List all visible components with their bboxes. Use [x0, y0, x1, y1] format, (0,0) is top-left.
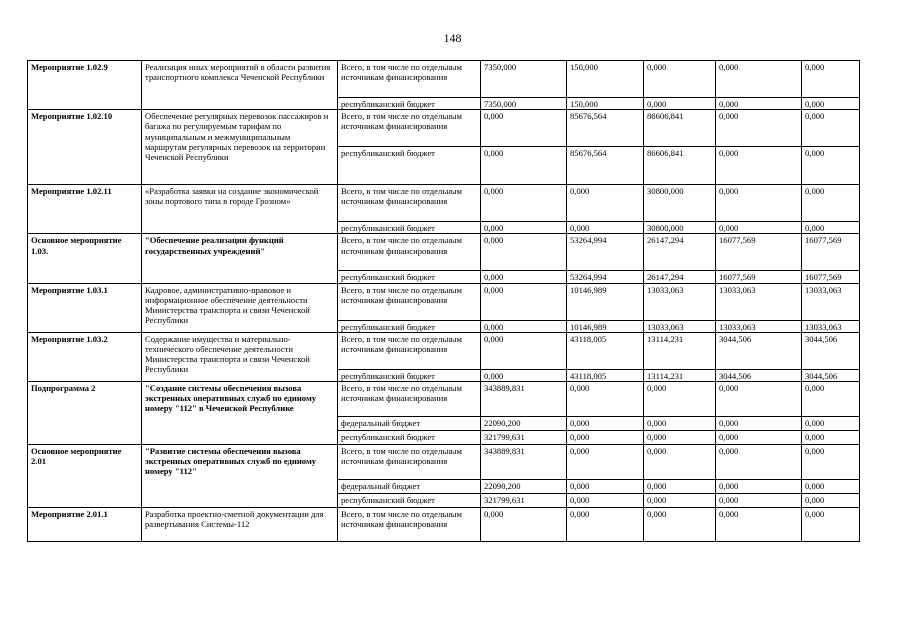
- amount-cell: 3044,506: [716, 369, 802, 381]
- funding-source: республиканский бюджет: [338, 320, 481, 332]
- amount-cell: 150,000: [567, 98, 644, 110]
- table-row: [28, 234, 860, 271]
- row-name: "Создание системы обеспечения вызова экстренных оперативных служб по единому номеру "112" в Чеченской Республике: [142, 382, 338, 445]
- amount-cell: 321799,631: [481, 494, 567, 508]
- amount-cell: 85676,564: [567, 110, 644, 147]
- funding-source: Всего, в том числе по отдельным источникам финансирования: [338, 445, 481, 480]
- amount-cell: 0,000: [802, 61, 860, 98]
- funding-source: федеральный бюджет: [338, 480, 481, 494]
- row-name: Обеспечение регулярных перевозок пассажиров и багажа по регулируемым тарифам по муниципальным и межмуниципальным маршрутам регулярных перевозок на территории Чеченской Республики: [142, 110, 338, 185]
- funding-source: республиканский бюджет: [338, 494, 481, 508]
- amount-cell: 13114,231: [644, 332, 716, 369]
- amount-cell: 0,000: [644, 494, 716, 508]
- amount-cell: 0,000: [644, 382, 716, 417]
- amount-cell: 13114,231: [644, 369, 716, 381]
- table-row: [28, 110, 860, 147]
- budget-table: [27, 60, 860, 542]
- amount-cell: 0,000: [481, 185, 567, 222]
- table-row: [28, 445, 860, 480]
- amount-cell: 13033,063: [644, 320, 716, 332]
- amount-cell: 0,000: [716, 110, 802, 147]
- row-code: Мероприятие 1.02.11: [28, 185, 142, 234]
- amount-cell: 10146,989: [567, 320, 644, 332]
- row-code: Мероприятие 1.02.9: [28, 61, 142, 110]
- row-code: Основное мероприятие 2.01: [28, 445, 142, 508]
- funding-source: Всего, в том числе по отдельным источникам финансирования: [338, 382, 481, 417]
- amount-cell: 10146,989: [567, 283, 644, 320]
- funding-source: Всего, в том числе по отдельным источникам финансирования: [338, 110, 481, 147]
- amount-cell: 0,000: [567, 508, 644, 542]
- row-name: Содержание имущества и материально-технического обеспечение деятельности Министерства транспорта и связи Чеченской Республики: [142, 332, 338, 381]
- amount-cell: 0,000: [644, 508, 716, 542]
- amount-cell: 0,000: [716, 222, 802, 234]
- table-row: [28, 283, 860, 320]
- row-code: Мероприятие 2.01.1: [28, 508, 142, 542]
- amount-cell: 13033,063: [802, 320, 860, 332]
- amount-cell: 3044,506: [802, 369, 860, 381]
- amount-cell: 0,000: [716, 185, 802, 222]
- amount-cell: 0,000: [716, 61, 802, 98]
- amount-cell: 7350,000: [481, 98, 567, 110]
- amount-cell: 0,000: [802, 431, 860, 445]
- table-row: [28, 382, 860, 417]
- row-code: Основное мероприятие 1.03.: [28, 234, 142, 283]
- amount-cell: 0,000: [716, 147, 802, 185]
- amount-cell: 13033,063: [644, 283, 716, 320]
- amount-cell: 0,000: [716, 508, 802, 542]
- amount-cell: 0,000: [802, 417, 860, 431]
- amount-cell: 26147,294: [644, 234, 716, 271]
- table-row: [28, 185, 860, 222]
- amount-cell: 0,000: [802, 110, 860, 147]
- amount-cell: 0,000: [802, 222, 860, 234]
- amount-cell: 30800,000: [644, 185, 716, 222]
- budget-table-body: [28, 61, 860, 542]
- amount-cell: 0,000: [481, 332, 567, 369]
- amount-cell: 0,000: [567, 417, 644, 431]
- amount-cell: 13033,063: [716, 283, 802, 320]
- row-code: Мероприятие 1.02.10: [28, 110, 142, 185]
- amount-cell: 43118,005: [567, 369, 644, 381]
- amount-cell: 16077,569: [802, 234, 860, 271]
- funding-source: Всего, в том числе по отдельным источникам финансирования: [338, 508, 481, 542]
- row-name: Кадровое, административно-правовое и информационное обеспечение деятельности Министерства транспорта и связи Чеченской Республики: [142, 283, 338, 332]
- amount-cell: 0,000: [716, 480, 802, 494]
- funding-source: федеральный бюджет: [338, 417, 481, 431]
- amount-cell: 0,000: [802, 382, 860, 417]
- amount-cell: 86606,841: [644, 147, 716, 185]
- amount-cell: 0,000: [567, 445, 644, 480]
- amount-cell: 53264,994: [567, 271, 644, 283]
- amount-cell: 0,000: [567, 222, 644, 234]
- amount-cell: 0,000: [644, 431, 716, 445]
- amount-cell: 43118,005: [567, 332, 644, 369]
- amount-cell: 0,000: [802, 98, 860, 110]
- funding-source: республиканский бюджет: [338, 369, 481, 381]
- amount-cell: 0,000: [481, 110, 567, 147]
- amount-cell: 0,000: [567, 382, 644, 417]
- table-row: [28, 332, 860, 369]
- amount-cell: 150,000: [567, 61, 644, 98]
- amount-cell: 0,000: [481, 222, 567, 234]
- funding-source: Всего, в том числе по отдельным источникам финансирования: [338, 332, 481, 369]
- row-code: Мероприятие 1.03.2: [28, 332, 142, 381]
- amount-cell: 13033,063: [716, 320, 802, 332]
- amount-cell: 30800,000: [644, 222, 716, 234]
- amount-cell: 0,000: [481, 320, 567, 332]
- page-number: 148: [443, 31, 462, 45]
- amount-cell: 0,000: [716, 382, 802, 417]
- amount-cell: 0,000: [567, 480, 644, 494]
- table-row: [28, 61, 860, 98]
- row-code: Мероприятие 1.03.1: [28, 283, 142, 332]
- amount-cell: 0,000: [802, 494, 860, 508]
- amount-cell: 0,000: [567, 494, 644, 508]
- funding-source: республиканский бюджет: [338, 222, 481, 234]
- amount-cell: 3044,506: [716, 332, 802, 369]
- table-row: [28, 508, 860, 542]
- amount-cell: 321799,631: [481, 431, 567, 445]
- row-name: "Развитие системы обеспечения вызова экстренных оперативных служб по единому номеру "112": [142, 445, 338, 508]
- amount-cell: 0,000: [716, 98, 802, 110]
- amount-cell: 0,000: [567, 431, 644, 445]
- amount-cell: 0,000: [716, 445, 802, 480]
- row-name: Реализация иных мероприятий в области развития транспортного комплекса Чеченской Республики: [142, 61, 338, 110]
- amount-cell: 86606,841: [644, 110, 716, 147]
- funding-source: Всего, в том числе по отдельным источникам финансирования: [338, 185, 481, 222]
- amount-cell: 0,000: [481, 283, 567, 320]
- amount-cell: 22090,200: [481, 417, 567, 431]
- amount-cell: 0,000: [802, 508, 860, 542]
- amount-cell: 0,000: [716, 431, 802, 445]
- amount-cell: 7350,000: [481, 61, 567, 98]
- row-name: "Обеспечение реализации функций государственных учреждений": [142, 234, 338, 283]
- funding-source: Всего, в том числе по отдельным источникам финансирования: [338, 234, 481, 271]
- amount-cell: 0,000: [481, 369, 567, 381]
- amount-cell: 0,000: [481, 234, 567, 271]
- funding-source: республиканский бюджет: [338, 98, 481, 110]
- amount-cell: 343889,831: [481, 445, 567, 480]
- amount-cell: 13033,063: [802, 283, 860, 320]
- amount-cell: 53264,994: [567, 234, 644, 271]
- amount-cell: 85676,564: [567, 147, 644, 185]
- amount-cell: 0,000: [644, 480, 716, 494]
- amount-cell: 0,000: [716, 494, 802, 508]
- amount-cell: 22090,200: [481, 480, 567, 494]
- amount-cell: 0,000: [481, 271, 567, 283]
- amount-cell: 0,000: [802, 147, 860, 185]
- funding-source: Всего, в том числе по отдельным источникам финансирования: [338, 61, 481, 98]
- funding-source: республиканский бюджет: [338, 271, 481, 283]
- funding-source: Всего, в том числе по отдельным источникам финансирования: [338, 283, 481, 320]
- row-name: Разработка проектно-сметной документации для развертывания Системы-112: [142, 508, 338, 542]
- amount-cell: 343889,831: [481, 382, 567, 417]
- amount-cell: 16077,569: [716, 234, 802, 271]
- amount-cell: 16077,569: [716, 271, 802, 283]
- amount-cell: 0,000: [644, 61, 716, 98]
- funding-source: республиканский бюджет: [338, 147, 481, 185]
- amount-cell: 0,000: [481, 508, 567, 542]
- amount-cell: 0,000: [802, 480, 860, 494]
- amount-cell: 16077,569: [802, 271, 860, 283]
- amount-cell: 3044,506: [802, 332, 860, 369]
- row-code: Подпрограмма 2: [28, 382, 142, 445]
- amount-cell: 0,000: [644, 417, 716, 431]
- amount-cell: 26147,294: [644, 271, 716, 283]
- amount-cell: 0,000: [716, 417, 802, 431]
- amount-cell: 0,000: [802, 185, 860, 222]
- amount-cell: 0,000: [644, 98, 716, 110]
- amount-cell: 0,000: [802, 445, 860, 480]
- amount-cell: 0,000: [644, 445, 716, 480]
- amount-cell: 0,000: [567, 185, 644, 222]
- funding-source: республиканский бюджет: [338, 431, 481, 445]
- row-name: «Разработка заявки на создание экономической зоны портового типа в городе Грозном»: [142, 185, 338, 234]
- amount-cell: 0,000: [481, 147, 567, 185]
